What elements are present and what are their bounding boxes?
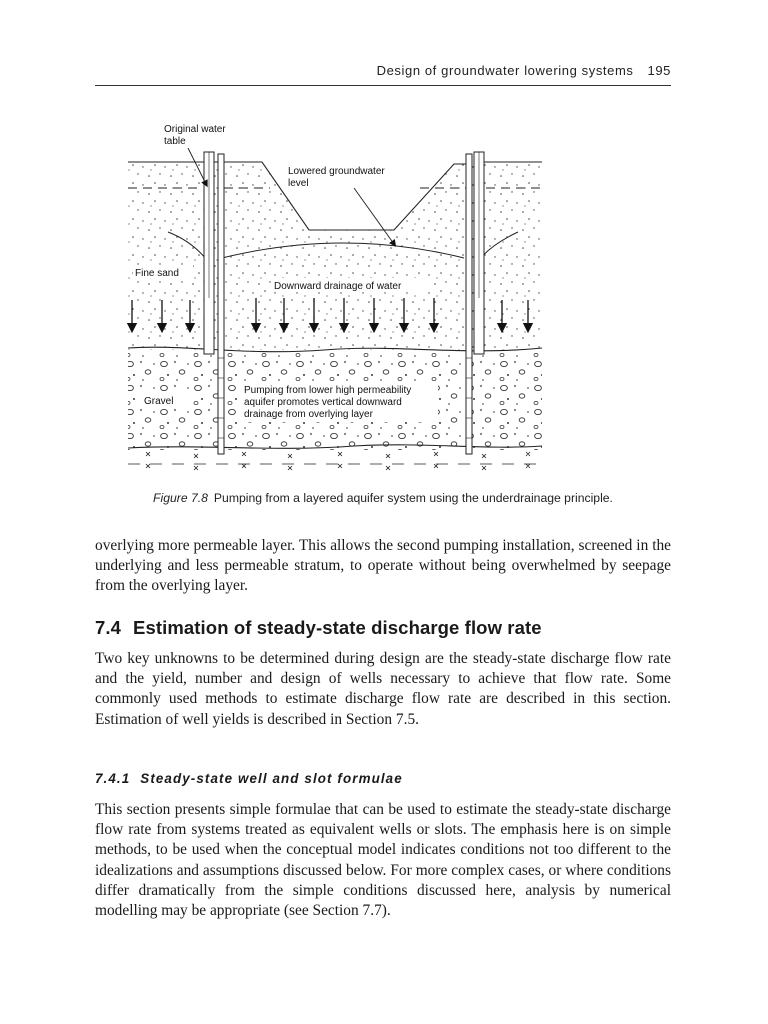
well-right-outer — [474, 152, 484, 354]
body-paragraph-1: overlying more permeable layer. This allows the second pumping installation, screened in the underlying and less permeable stratum, to operate without being overwhelmed by seepage from the overlying layer. — [95, 537, 671, 595]
running-head — [95, 63, 671, 78]
label-lowered-level-2: level — [288, 178, 309, 189]
label-pumping-note-1: Pumping from lower high permeability — [244, 385, 412, 396]
aquifer-diagram — [124, 118, 548, 478]
page-number: 195 — [647, 63, 671, 78]
well-right-inner — [466, 154, 472, 454]
label-original-water-table-2: table — [164, 136, 186, 147]
label-fine-sand: Fine sand — [135, 268, 179, 279]
header-rule — [95, 85, 671, 86]
label-lowered-level-1: Lowered groundwater — [288, 166, 385, 177]
section-title: Estimation of steady-state discharge flow rate — [133, 617, 542, 638]
label-original-water-table-1: Original water — [164, 124, 226, 135]
subsection-title: Steady-state well and slot formulae — [140, 771, 403, 786]
figure-7-8 — [124, 118, 548, 478]
label-gravel: Gravel — [144, 396, 174, 407]
body-paragraph-3: This section presents simple formulae that can be used to estimate the steady-state discharge flow rate from systems treated as equivalent wells or slots. The emphasis here is on simple methods, to be used when the conceptual model indicates conditions not too different to the idealizations and assumptions discussed below. For more complex cases, or where conditions differ dramatically from the simple conditions discussed here, analysis by numerical modelling may be appropriate (see Section 7.7). — [95, 801, 671, 920]
figure-caption-text: Pumping from a layered aquifer system using the underdrainage principle. — [213, 491, 613, 505]
label-pumping-note-2: aquifer promotes vertical downward — [244, 397, 402, 408]
running-head-title: Design of groundwater lowering systems — [376, 63, 634, 78]
section-number: 7.4 — [95, 617, 122, 638]
well-left-inner — [218, 154, 224, 454]
subsection-number: 7.4.1 — [95, 771, 131, 786]
figure-caption — [95, 491, 671, 505]
label-downward-drainage: Downward drainage of water — [274, 281, 402, 292]
subsection-heading — [95, 771, 671, 786]
body-paragraph-2: Two key unknowns to be determined during design are the steady-state discharge flow rate and the yield, number and design of wells necessary to achieve that flow rate. Some commonly used methods to estimate discharge flow rate are described in this section. Estimation of well yields is described in Section 7.5. — [95, 650, 671, 728]
figure-caption-label: Figure 7.8 — [153, 491, 208, 505]
section-heading — [95, 617, 671, 639]
lower-stratum-marks — [146, 452, 530, 470]
label-pumping-note-3: drainage from overlying layer — [244, 409, 373, 420]
